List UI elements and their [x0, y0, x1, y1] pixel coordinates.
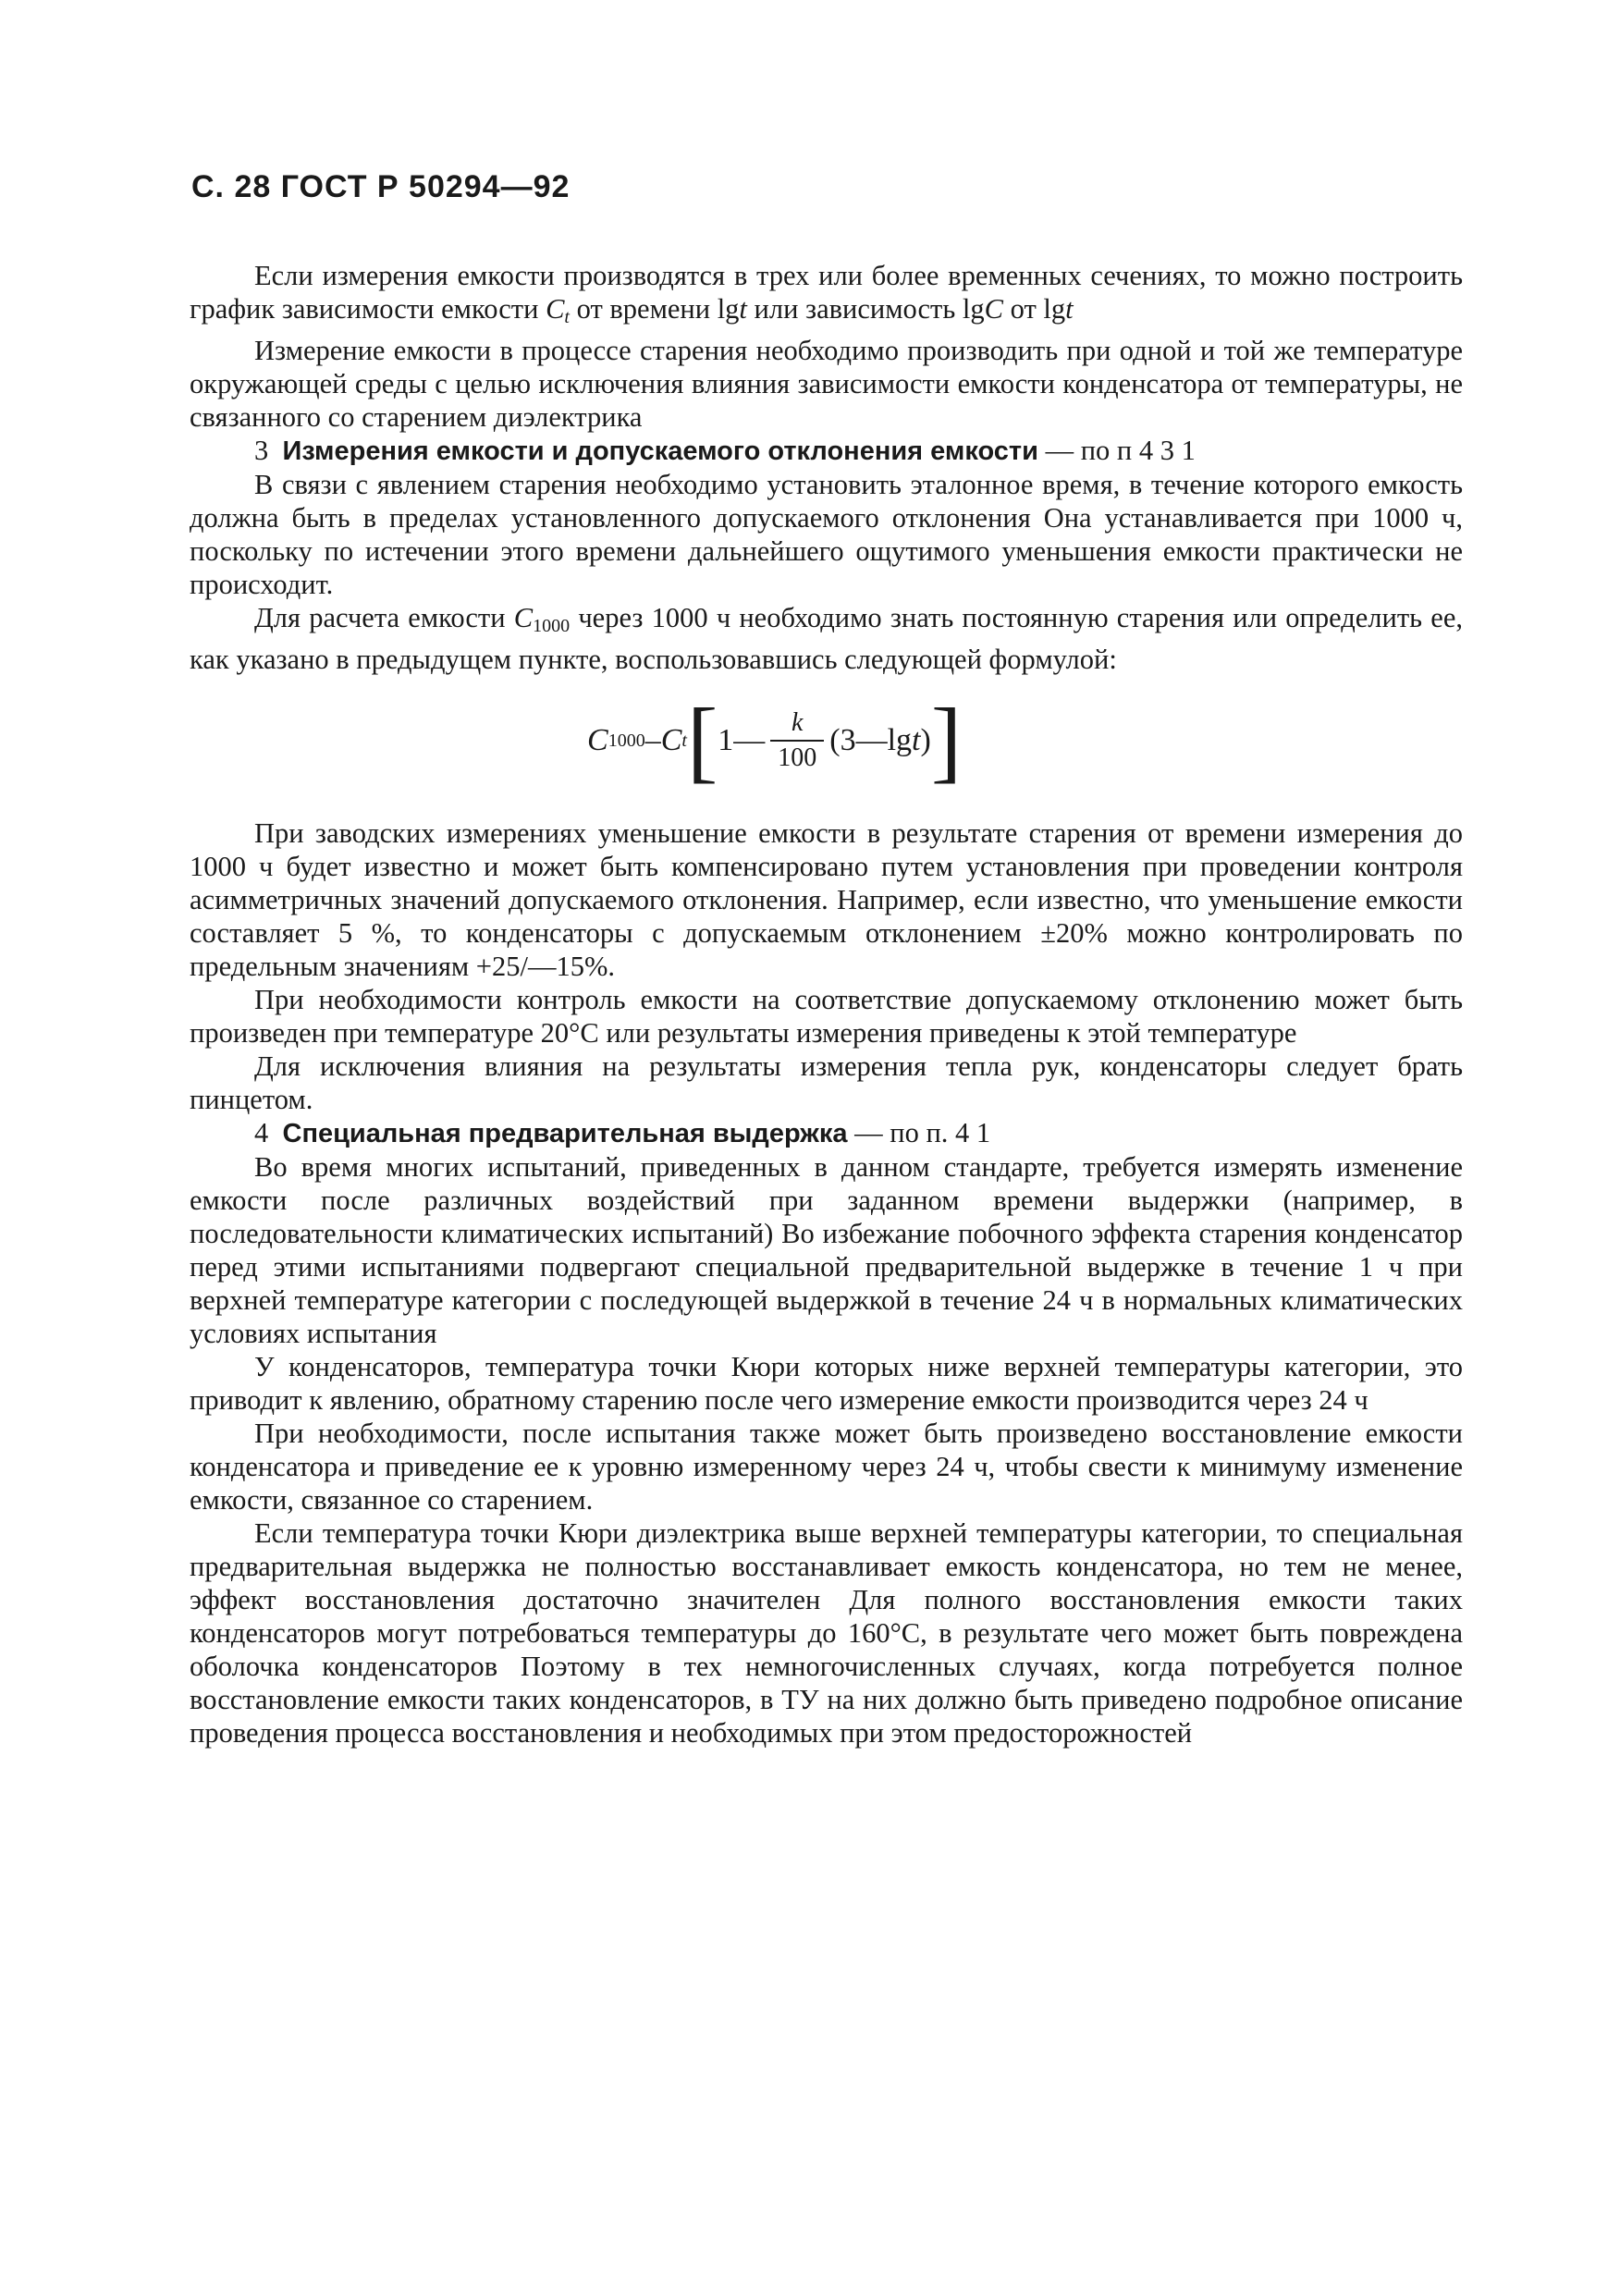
- paragraph-reference-time: В связи с явлением старения необходимо установить эталонное время, в течение которого емкость должна быть в пределах установленного допускаемого отклонения Она устанавливается при 1000 ч, поскольку по истечении этого времени дальнейшего ощутимого уменьшения емкости практически не происходит.: [190, 469, 1463, 600]
- formula-lhs: C: [587, 723, 608, 757]
- text: Если измерения емкости производятся в трех или более временных сечениях, то можно построить график зависимости емкости: [190, 260, 1463, 325]
- paragraph-full-restoration: Если температура точки Кюри диэлектрика выше верхней температуры категории, то специальная предварительная выдержка не полностью восстанавливает емкость конденсатора, но тем не менее, эффект восстановления достаточно значителен Для полного восстановления емкости таких конденсаторов могут потребоваться температуры до 160°С, в результате чего может быть повреждена оболочка конденсаторов Поэтому в тех немногочисленных случаях, когда потребуется полное восстановление емкости таких конденсаторов, в ТУ на них должно быть приведено подробное описание проведения процесса восстановления и необходимых при этом предосторожностей: [190, 1517, 1463, 1749]
- formula-tail: (3—lg: [829, 723, 913, 757]
- formula-operator: –: [644, 723, 661, 757]
- paragraph-factory-measurements: При заводских измерениях уменьшение емкости в результате старения от времени измерения до 1000 ч будет известно и может быть компенсировано путем установления при проведении контроля асимметричных значений допускаемого отклонения. Например, если известно, что уменьшение емкости составляет 5 %, то конденсаторы с допускаемым отклонением ±20% можно контролировать по предельным значениям +25/—15%.: [190, 817, 1463, 982]
- right-bracket: ]: [930, 689, 963, 792]
- fraction-denominator: 100: [770, 740, 824, 775]
- section-4-heading: [190, 1116, 1463, 1150]
- section-number: 3: [254, 435, 269, 466]
- formula-one: 1—: [718, 723, 766, 757]
- subscript: 1000: [533, 616, 571, 636]
- left-bracket: [: [686, 689, 718, 792]
- text: от lg: [1002, 293, 1066, 325]
- text: через 1000 ч необходимо знать постоянную старения или определить ее, как указано в предыдущем пункте, воспользовавшись следующей формулой:: [190, 602, 1463, 675]
- section-3-heading: [190, 434, 1463, 468]
- formula-ct-sub: t: [681, 731, 687, 751]
- symbol: t: [1065, 293, 1074, 325]
- formula-ct: C: [660, 723, 682, 757]
- paragraph-aging-measurement: Измерение емкости в процессе старения необходимо производить при одной и той же температуре окружающей среды с целью исключения влияния зависимости емкости конденсатора от температуры, не связанного со старением диэлектрика: [190, 335, 1463, 433]
- paragraph-curie-point: У конденсаторов, температура точки Кюри которых ниже верхней температуры категории, это приводит к явлению, обратному старению после чего измерение емкости производится через 24 ч: [190, 1351, 1463, 1416]
- page-number: С. 28: [191, 169, 272, 204]
- subscript: t: [564, 307, 570, 327]
- section-number: 4: [254, 1117, 269, 1148]
- paragraph-tolerance-control: При необходимости контроль емкости на соответствие допускаемому отклонению может быть произведен при температуре 20°С или результаты измерения приведены к этой температуре: [190, 984, 1463, 1049]
- formula-tail-t: t: [912, 723, 921, 757]
- formula-close: ): [920, 723, 931, 757]
- formula-block: [190, 687, 1463, 807]
- document-body: [190, 259, 1463, 1750]
- text: Для расчета емкости: [254, 602, 514, 633]
- text: или зависимость lg: [746, 293, 985, 325]
- formula: [587, 689, 963, 792]
- text: от времени lg: [569, 293, 740, 325]
- symbol: t: [739, 293, 747, 325]
- symbol: C: [513, 602, 534, 633]
- formula-fraction: [770, 706, 824, 775]
- standard-code: ГОСТ Р 50294—92: [280, 169, 571, 204]
- symbol: C: [984, 293, 1003, 325]
- symbol: C: [546, 293, 565, 325]
- paragraph-c1000: [190, 601, 1463, 676]
- section-ref: — по п. 4 1: [847, 1117, 991, 1148]
- paragraph-restoration: При необходимости, после испытания также может быть произведено восстановление емкости конденсатора и приведение ее к уровню измеренному через 24 ч, чтобы свести к минимуму изменение емкости, связанное со старением.: [190, 1418, 1463, 1516]
- page-header: [191, 169, 570, 205]
- formula-lhs-sub: 1000: [608, 731, 645, 751]
- section-title: Измерения емкости и допускаемого отклонения емкости: [282, 436, 1038, 466]
- fraction-numerator: k: [792, 708, 804, 737]
- paragraph-graph: [190, 259, 1463, 334]
- paragraph-preconditioning: Во время многих испытаний, приведенных в данном стандарте, требуется измерять изменение емкости после различных воздействий при заданном времени выдержки (например, в последовательности климатических испытаний) Во избежание побочного эффекта старения конденсатор перед этими испытаниями подвергают специальной предварительной выдержке в течение 1 ч при верхней температуре категории с последующей выдержкой в течение 24 ч в нормальных климатических условиях испытания: [190, 1151, 1463, 1349]
- section-title: Специальная предварительная выдержка: [282, 1119, 848, 1148]
- paragraph-tweezers: Для исключения влияния на результаты измерения тепла рук, конденсаторы следует брать пинцетом.: [190, 1050, 1463, 1115]
- section-ref: — по п 4 3 1: [1037, 435, 1196, 466]
